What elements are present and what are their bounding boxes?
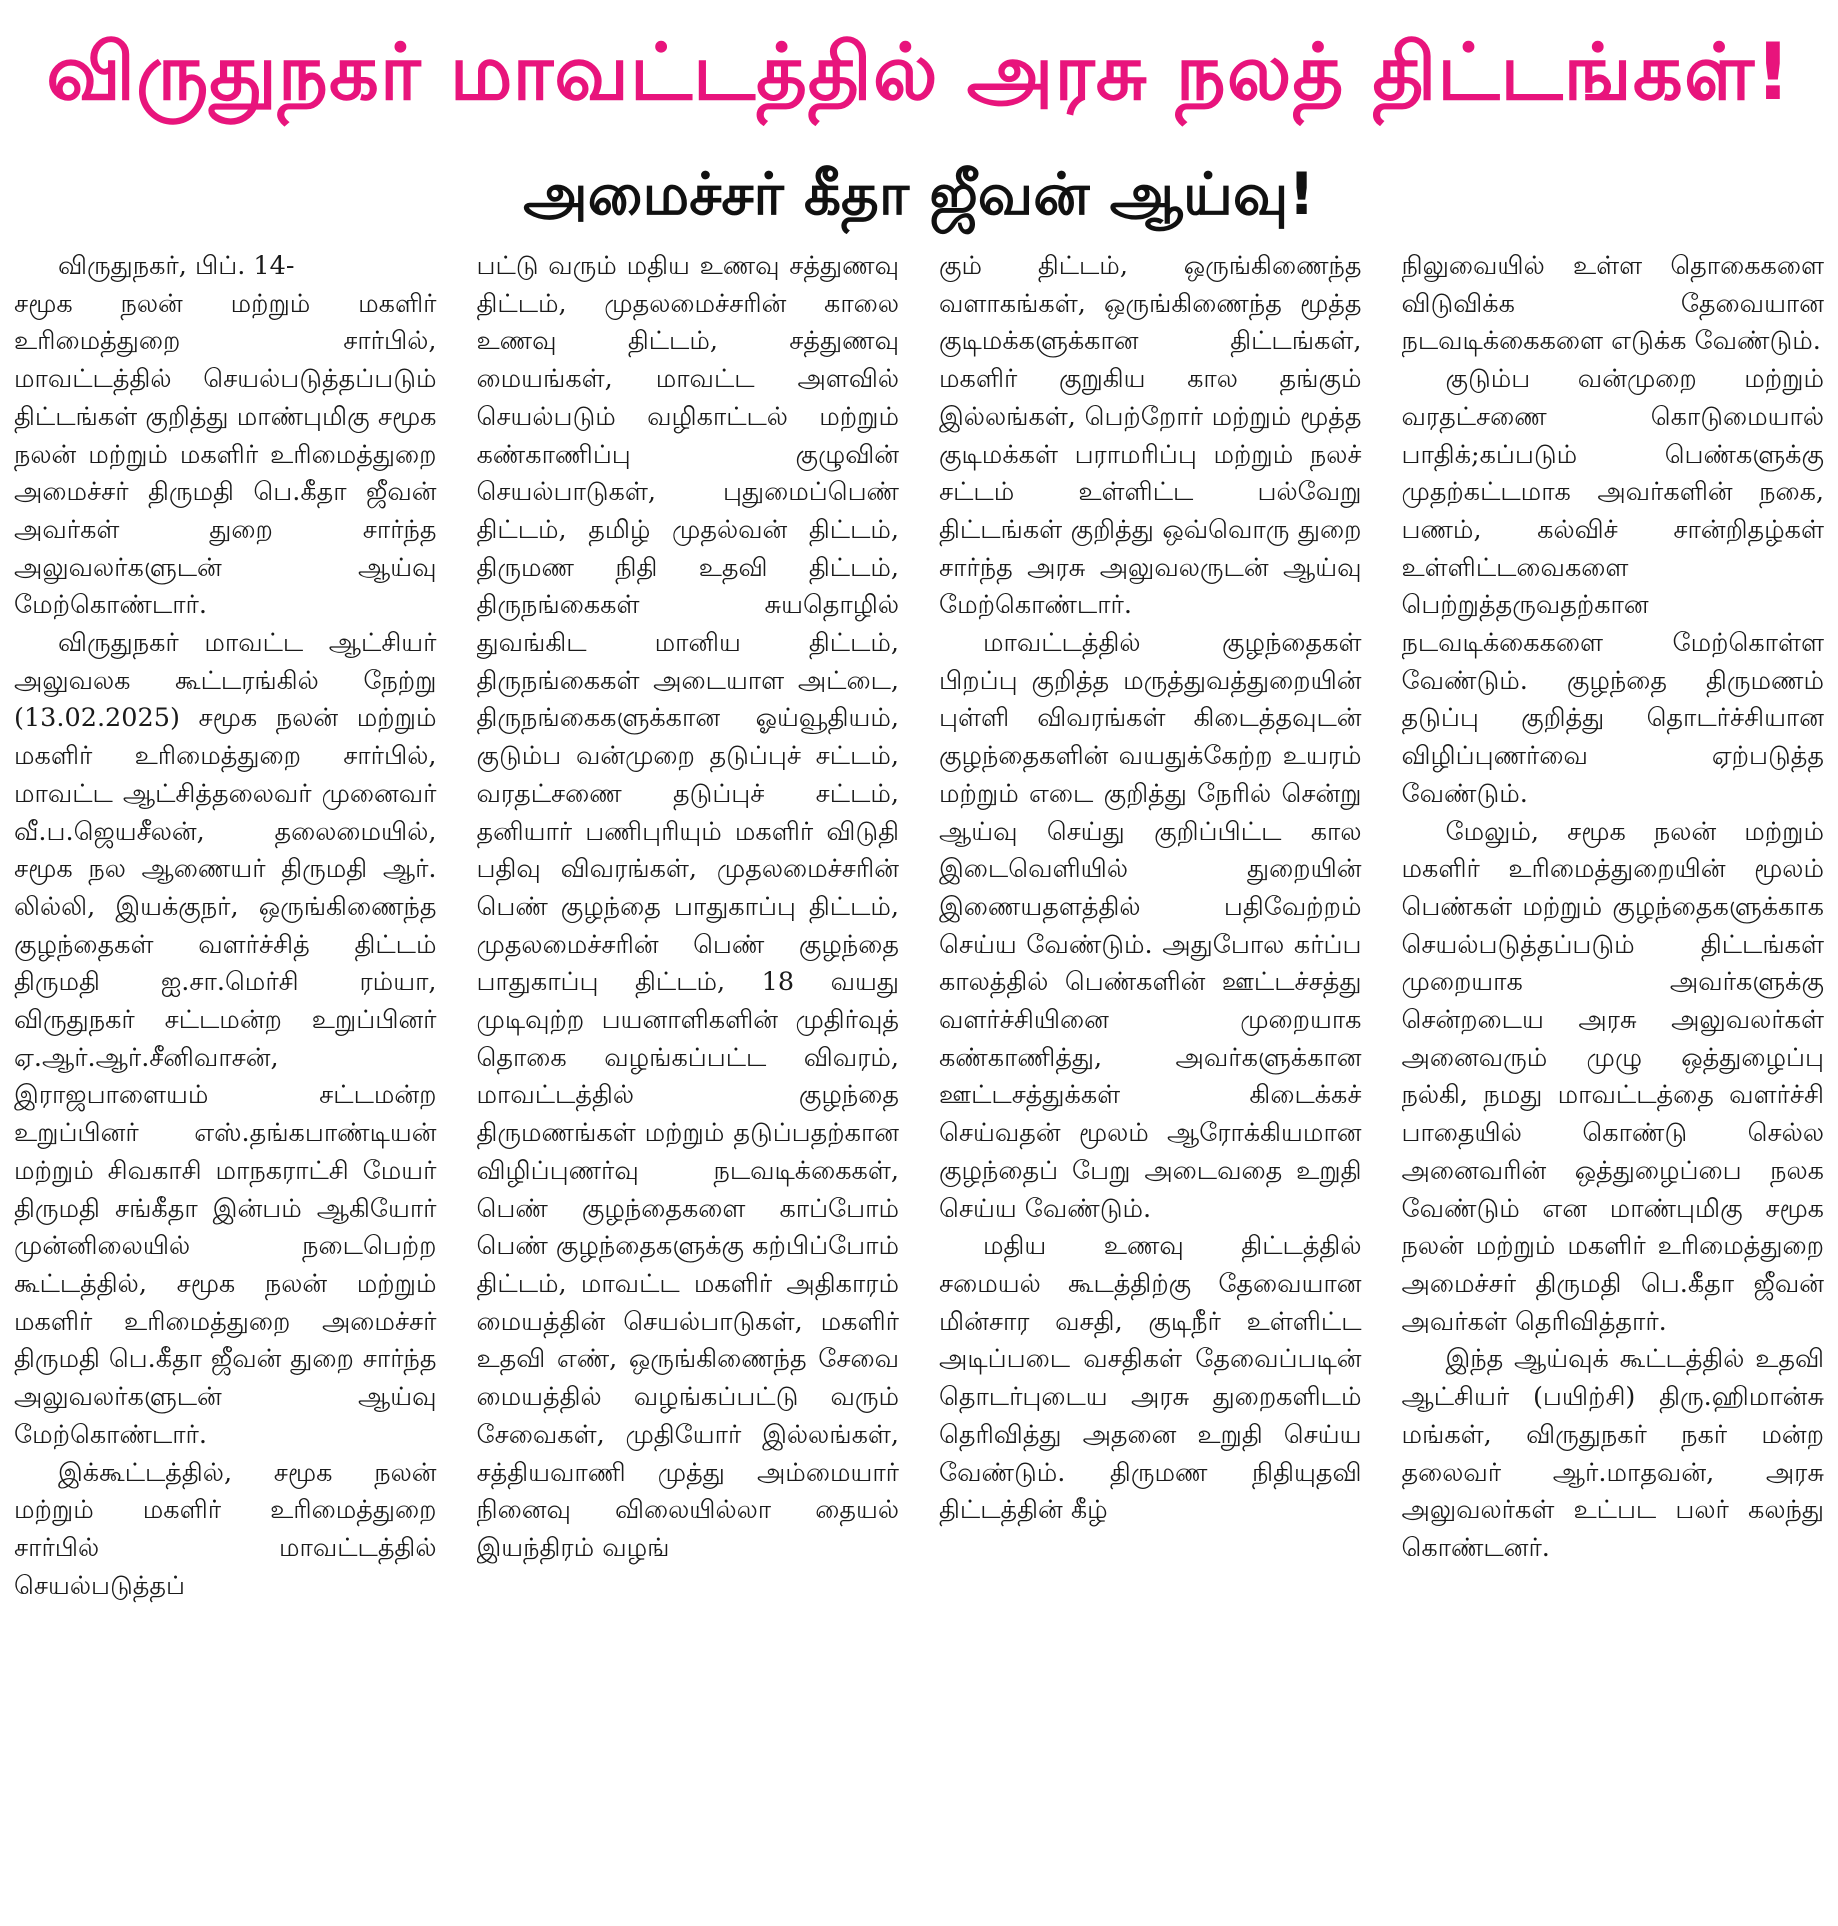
- paragraph: நிலுவையில் உள்ள தொகைகளை விடுவிக்க தேவையான நடவடிக்கைகளை எடுக்க வேண்டும்.: [1401, 251, 1824, 357]
- paragraph: மேலும், சமூக நலன் மற்றும் மகளிர் உரிமைத்துறையின் மூலம் பெண்கள் மற்றும் குழந்தைகளுக்காக செயல்படுத்தப்படும் திட்டங்கள் முறையாக அவர்களுக்கு சென்றடைய அரசு அலுவலர்கள் அனைவரும் முழு ஒத்துழைப்பு நல்கி, நமது மாவட்டத்தை வளர்ச்சி பாதையில் கொண்டு செல்ல அனைவரின் ஒத்துழைப்பை நலக வேண்டும் என மாண்புமிகு சமூக நலன் மற்றும் மகளிர் உரிமைத்துறை அமைச்சர் திருமதி பெ.கீதா ஜீவன் அவர்கள் தெரிவித்தார்.: [1401, 816, 1824, 1337]
- paragraph: குடும்ப வன்முறை மற்றும் வரதட்சணை கொடுமையால் பாதிக்;கப்படும் பெண்களுக்கு முதற்கட்டமாக அவர்களின் நகை, பணம், கல்விச் சான்றிதழ்கள் உள்ளிட்டவைகளை பெற்றுத்தருவதற்கான நடவடிக்கைகளை மேற்கொள்ள வேண்டும். குழந்தை திருமணம் தடுப்பு குறித்து தொடர்ச்சியான விழிப்புணர்வை ஏற்படுத்த வேண்டும்.: [1401, 364, 1824, 809]
- headline: விருதுநகர் மாவட்டத்தில் அரசு நலத் திட்டங்கள்!: [46, 28, 1792, 118]
- paragraph: கும் திட்டம், ஒருங்கிணைந்த வளாகங்கள், ஒருங்கிணைந்த மூத்த குடிமக்களுக்கான திட்டங்கள், மகளிர் குறுகிய கால தங்கும் இல்லங்கள், பெற்றோர் மற்றும் மூத்த குடிமக்கள் பராமரிப்பு மற்றும் நலச் சட்டம் உள்ளிட்ட பல்வேறு திட்டங்கள் குறித்து ஒவ்வொரு துறை சார்ந்த அரசு அலுவலருடன் ஆய்வு மேற்கொண்டார்.: [939, 251, 1362, 621]
- paragraph: பட்டு வரும் மதிய உணவு சத்துணவு திட்டம், முதலமைச்சரின் காலை உணவு திட்டம், சத்துணவு மையங்கள், மாவட்ட அளவில் செயல்படும் வழிகாட்டல் மற்றும் கண்காணிப்பு குழுவின் செயல்பாடுகள், புதுமைப்பெண் திட்டம், தமிழ் முதல்வன் திட்டம், திருமண நிதி உதவி திட்டம், திருநங்கைகள் சுயதொழில் துவங்கிட மானிய திட்டம், திருநங்கைகள் அடையாள அட்டை, திருநங்கைகளுக்கான ஓய்வூதியம், குடும்ப வன்முறை தடுப்புச் சட்டம், வரதட்சணை தடுப்புச் சட்டம், தனியார் பணிபுரியும் மகளிர் விடுதி பதிவு விவரங்கள், முதலமைச்சரின் பெண் குழந்தை பாதுகாப்பு திட்டம், முதலமைச்சரின் பெண் குழந்தை பாதுகாப்பு திட்டம், 18 வயது முடிவுற்ற பயனாளிகளின் முதிர்வுத் தொகை வழங்கப்பட்ட விவரம், மாவட்டத்தில் குழந்தை திருமணங்கள் மற்றும் தடுப்பதற்கான விழிப்புணர்வு நடவடிக்கைகள், பெண் குழந்தைகளை காப்போம் பெண் குழந்தைகளுக்கு கற்பிப்போம் திட்டம், மாவட்ட மகளிர் அதிகாரம் மையத்தின் செயல்பாடுகள், மகளிர் உதவி எண், ஒருங்கிணைந்த சேவை மையத்தில் வழங்கப்பட்டு வரும் சேவைகள், முதியோர் இல்லங்கள், சத்தியவாணி முத்து அம்மையார் நினைவு விலையில்லா தையல் இயந்திரம் வழங்: [476, 251, 899, 1563]
- subheadline: அமைச்சர் கீதா ஜீவன் ஆய்வு!: [523, 160, 1315, 228]
- article-column-2: [477, 248, 900, 1908]
- paragraph: விருதுநகர் மாவட்ட ஆட்சியர் அலுவலக கூட்டரங்கில் நேற்று (13.02.2025) சமூக நலன் மற்றும் மகளிர் உரிமைத்துறை சார்பில், மாவட்ட ஆட்சித்தலைவர் முனைவர் வீ.ப.ஜெயசீலன், தலைமையில், சமூக நல ஆணையர் திருமதி ஆர். லில்லி, இயக்குநர், ஒருங்கிணைந்த குழந்தைகள் வளர்ச்சித் திட்டம் திருமதி ஐ.சா.மெர்சி ரம்யா, விருதுநகர் சட்டமன்ற உறுப்பினர் ஏ.ஆர்.ஆர்.சீனிவாசன், இராஜபாளையம் சட்டமன்ற உறுப்பினர் எஸ்.தங்கபாண்டியன் மற்றும் சிவகாசி மாநகராட்சி மேயர் திருமதி சங்கீதா இன்பம் ஆகியோர் முன்னிலையில் நடைபெற்ற கூட்டத்தில், சமூக நலன் மற்றும் மகளிர் உரிமைத்துறை அமைச்சர் திருமதி பெ.கீதா ஜீவன் துறை சார்ந்த அலுவலர்களுடன் ஆய்வு மேற்கொண்டார்.: [14, 628, 437, 1450]
- article-columns: [14, 248, 1824, 1908]
- article-column-3: [939, 248, 1362, 1908]
- article-column-4: [1402, 248, 1825, 1908]
- dateline: [14, 248, 437, 286]
- dateline-text: விருதுநகர், பிப். 14-: [58, 251, 295, 281]
- paragraph: சமூக நலன் மற்றும் மகளிர் உரிமைத்துறை சார்பில், மாவட்டத்தில் செயல்படுத்தப்படும் திட்டங்கள் குறித்து மாண்புமிகு சமூக நலன் மற்றும் மகளிர் உரிமைத்துறை அமைச்சர் திருமதி பெ.கீதா ஜீவன் அவர்கள் துறை சார்ந்த அலுவலர்களுடன் ஆய்வு மேற்கொண்டார்.: [14, 288, 437, 621]
- paragraph: மதிய உணவு திட்டத்தில் சமையல் கூடத்திற்கு தேவையான மின்சார வசதி, குடிநீர் உள்ளிட்ட அடிப்படை வசதிகள் தேவைப்படின் தொடர்புடைய அரசு துறைகளிடம் தெரிவித்து அதனை உறுதி செய்ய வேண்டும். திருமண நிதியுதவி திட்டத்தின் கீழ்: [939, 1231, 1362, 1526]
- paragraph: இக்கூட்டத்தில், சமூக நலன் மற்றும் மகளிர் உரிமைத்துறை சார்பில் மாவட்டத்தில் செயல்படுத்தப்: [14, 1457, 437, 1601]
- paragraph: இந்த ஆய்வுக் கூட்டத்தில் உதவி ஆட்சியர் (பயிற்சி) திரு.ஹிமான்சு மங்கள், விருதுநகர் நகர் மன்ற தலைவர் ஆர்.மாதவன், அரசு அலுவலர்கள் உட்பட பலர் கலந்து கொண்டனர்.: [1401, 1344, 1824, 1563]
- article-column-1: [14, 248, 437, 1908]
- paragraph: மாவட்டத்தில் குழந்தைகள் பிறப்பு குறித்த மருத்துவத்துறையின் புள்ளி விவரங்கள் கிடைத்தவுடன் குழந்தைகளின் வயதுக்கேற்ற உயரம் மற்றும் எடை குறித்து நேரில் சென்று ஆய்வு செய்து குறிப்பிட்ட கால இடைவெளியில் துறையின் இணையதளத்தில் பதிவேற்றம் செய்ய வேண்டும். அதுபோல கர்ப்ப காலத்தில் பெண்களின் ஊட்டச்சத்து வளர்ச்சியினை முறையாக கண்காணித்து, அவர்களுக்கான ஊட்டசத்துக்கள் கிடைக்கச் செய்வதன் மூலம் ஆரோக்கியமான குழந்தைப் பேறு அடைவதை உறுதி செய்ய வேண்டும்.: [939, 628, 1362, 1224]
